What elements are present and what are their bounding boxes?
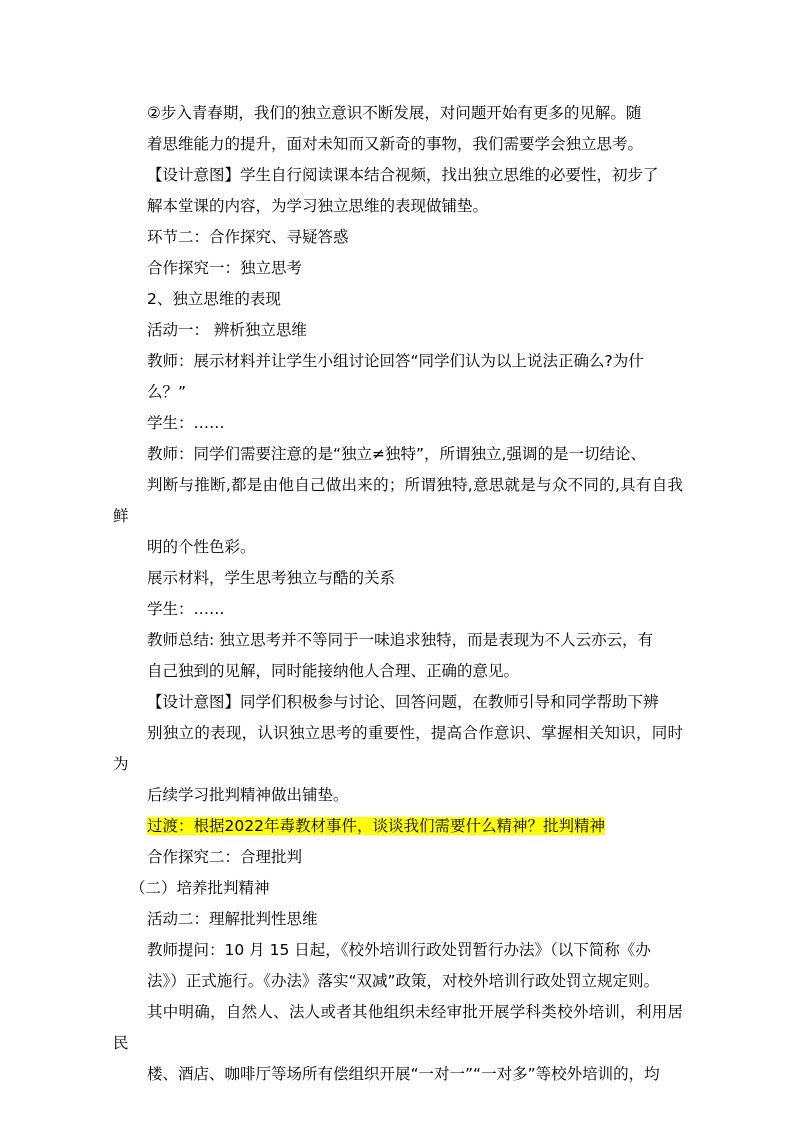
text-line: 学生：……: [147, 414, 225, 432]
text-line: 学生：……: [147, 600, 225, 618]
text-line: 合作探究一：独立思考: [147, 259, 303, 277]
paragraph: [113, 873, 683, 904]
text-line: 教师：展示材料并让学生小组讨论回答“同学们认为以上说法正确么?为什: [147, 352, 644, 370]
text-line: ②步入青春期，我们的独立意识不断发展，对问题开始有更多的见解。随: [147, 104, 642, 122]
paragraph: [113, 439, 683, 563]
text-line: 教师总结: 独立思考并不等同于一味追求独特，而是表现为不人云亦云，有: [147, 631, 654, 649]
text-line: 法》）正式施行。《办法》落实“双减”政策，对校外培训行政处罚立规定则。: [147, 972, 660, 990]
text-line: 明的个性色彩。: [147, 538, 256, 556]
text-line: 解本堂课的内容，为学习独立思维的表现做铺垫。: [147, 197, 489, 215]
text-line: 其中明确，自然人、法人或者其他组织未经审批开展学科类校外培训，利用居民: [113, 1003, 683, 1052]
text-line: 活动一： 辨析独立思维: [147, 321, 307, 339]
text-line: 着思维能力的提升，面对未知而又新奇的事物，我们需要学会独立思考。: [147, 135, 644, 153]
text-line: 自己独到的见解，同时能接纳他人合理、正确的意见。: [147, 662, 520, 680]
text-line: 么？”: [147, 383, 187, 401]
text-line: 后续学习批判精神做出铺垫。: [147, 786, 349, 804]
paragraph: [113, 625, 683, 687]
paragraph: [113, 904, 683, 935]
text-line: 活动二：理解批判性思维: [147, 910, 318, 928]
text-line: 环节二：合作探究、寻疑答惑: [147, 228, 349, 246]
paragraph: [113, 346, 683, 408]
text-line: 【设计意图】同学们积极参与讨论、回答问题，在教师引导和同学帮助下辨: [147, 693, 659, 711]
paragraph: [113, 408, 683, 439]
paragraph: [113, 842, 683, 873]
text-line: 【设计意图】学生自行阅读课本结合视频，找出独立思维的必要性，初步了: [147, 166, 659, 184]
paragraph: [113, 253, 683, 284]
text-line: （二）培养批判精神: [130, 879, 270, 897]
document-body: [113, 98, 683, 1090]
paragraph: [113, 594, 683, 625]
paragraph: [113, 222, 683, 253]
text-line: 教师：同学们需要注意的是“独立≠独特”，所谓独立,强调的是一切结论、: [147, 445, 646, 463]
paragraph: [113, 98, 683, 160]
text-line: 楼、酒店、咖啡厅等场所有偿组织开展“一对一”“一对多”等校外培训的，均: [147, 1065, 660, 1083]
paragraph: [113, 687, 683, 811]
highlighted-text: 过渡：根据2022年毒教材事件，谈谈我们需要什么精神？批判精神: [147, 817, 605, 835]
paragraph: [113, 935, 683, 1090]
text-line: 别独立的表现，认识独立思考的重要性，提高合作意识、掌握相关知识，同时为: [113, 724, 683, 773]
paragraph: [113, 563, 683, 594]
text-line: 教师提问：10 月 15 日起，《校外培训行政处罚暂行办法》（以下简称《办: [147, 941, 651, 959]
paragraph: [113, 315, 683, 346]
text-line: 2、独立思维的表现: [147, 290, 281, 308]
paragraph: [113, 811, 683, 842]
paragraph: [113, 160, 683, 222]
paragraph: [113, 284, 683, 315]
text-line: 合作探究二：合理批判: [147, 848, 303, 866]
text-line: 展示材料，学生思考独立与酷的关系: [147, 569, 396, 587]
text-line: 判断与推断,都是由他自己做出来的；所谓独特,意思就是与众不同的,具有自我鲜: [113, 476, 683, 525]
